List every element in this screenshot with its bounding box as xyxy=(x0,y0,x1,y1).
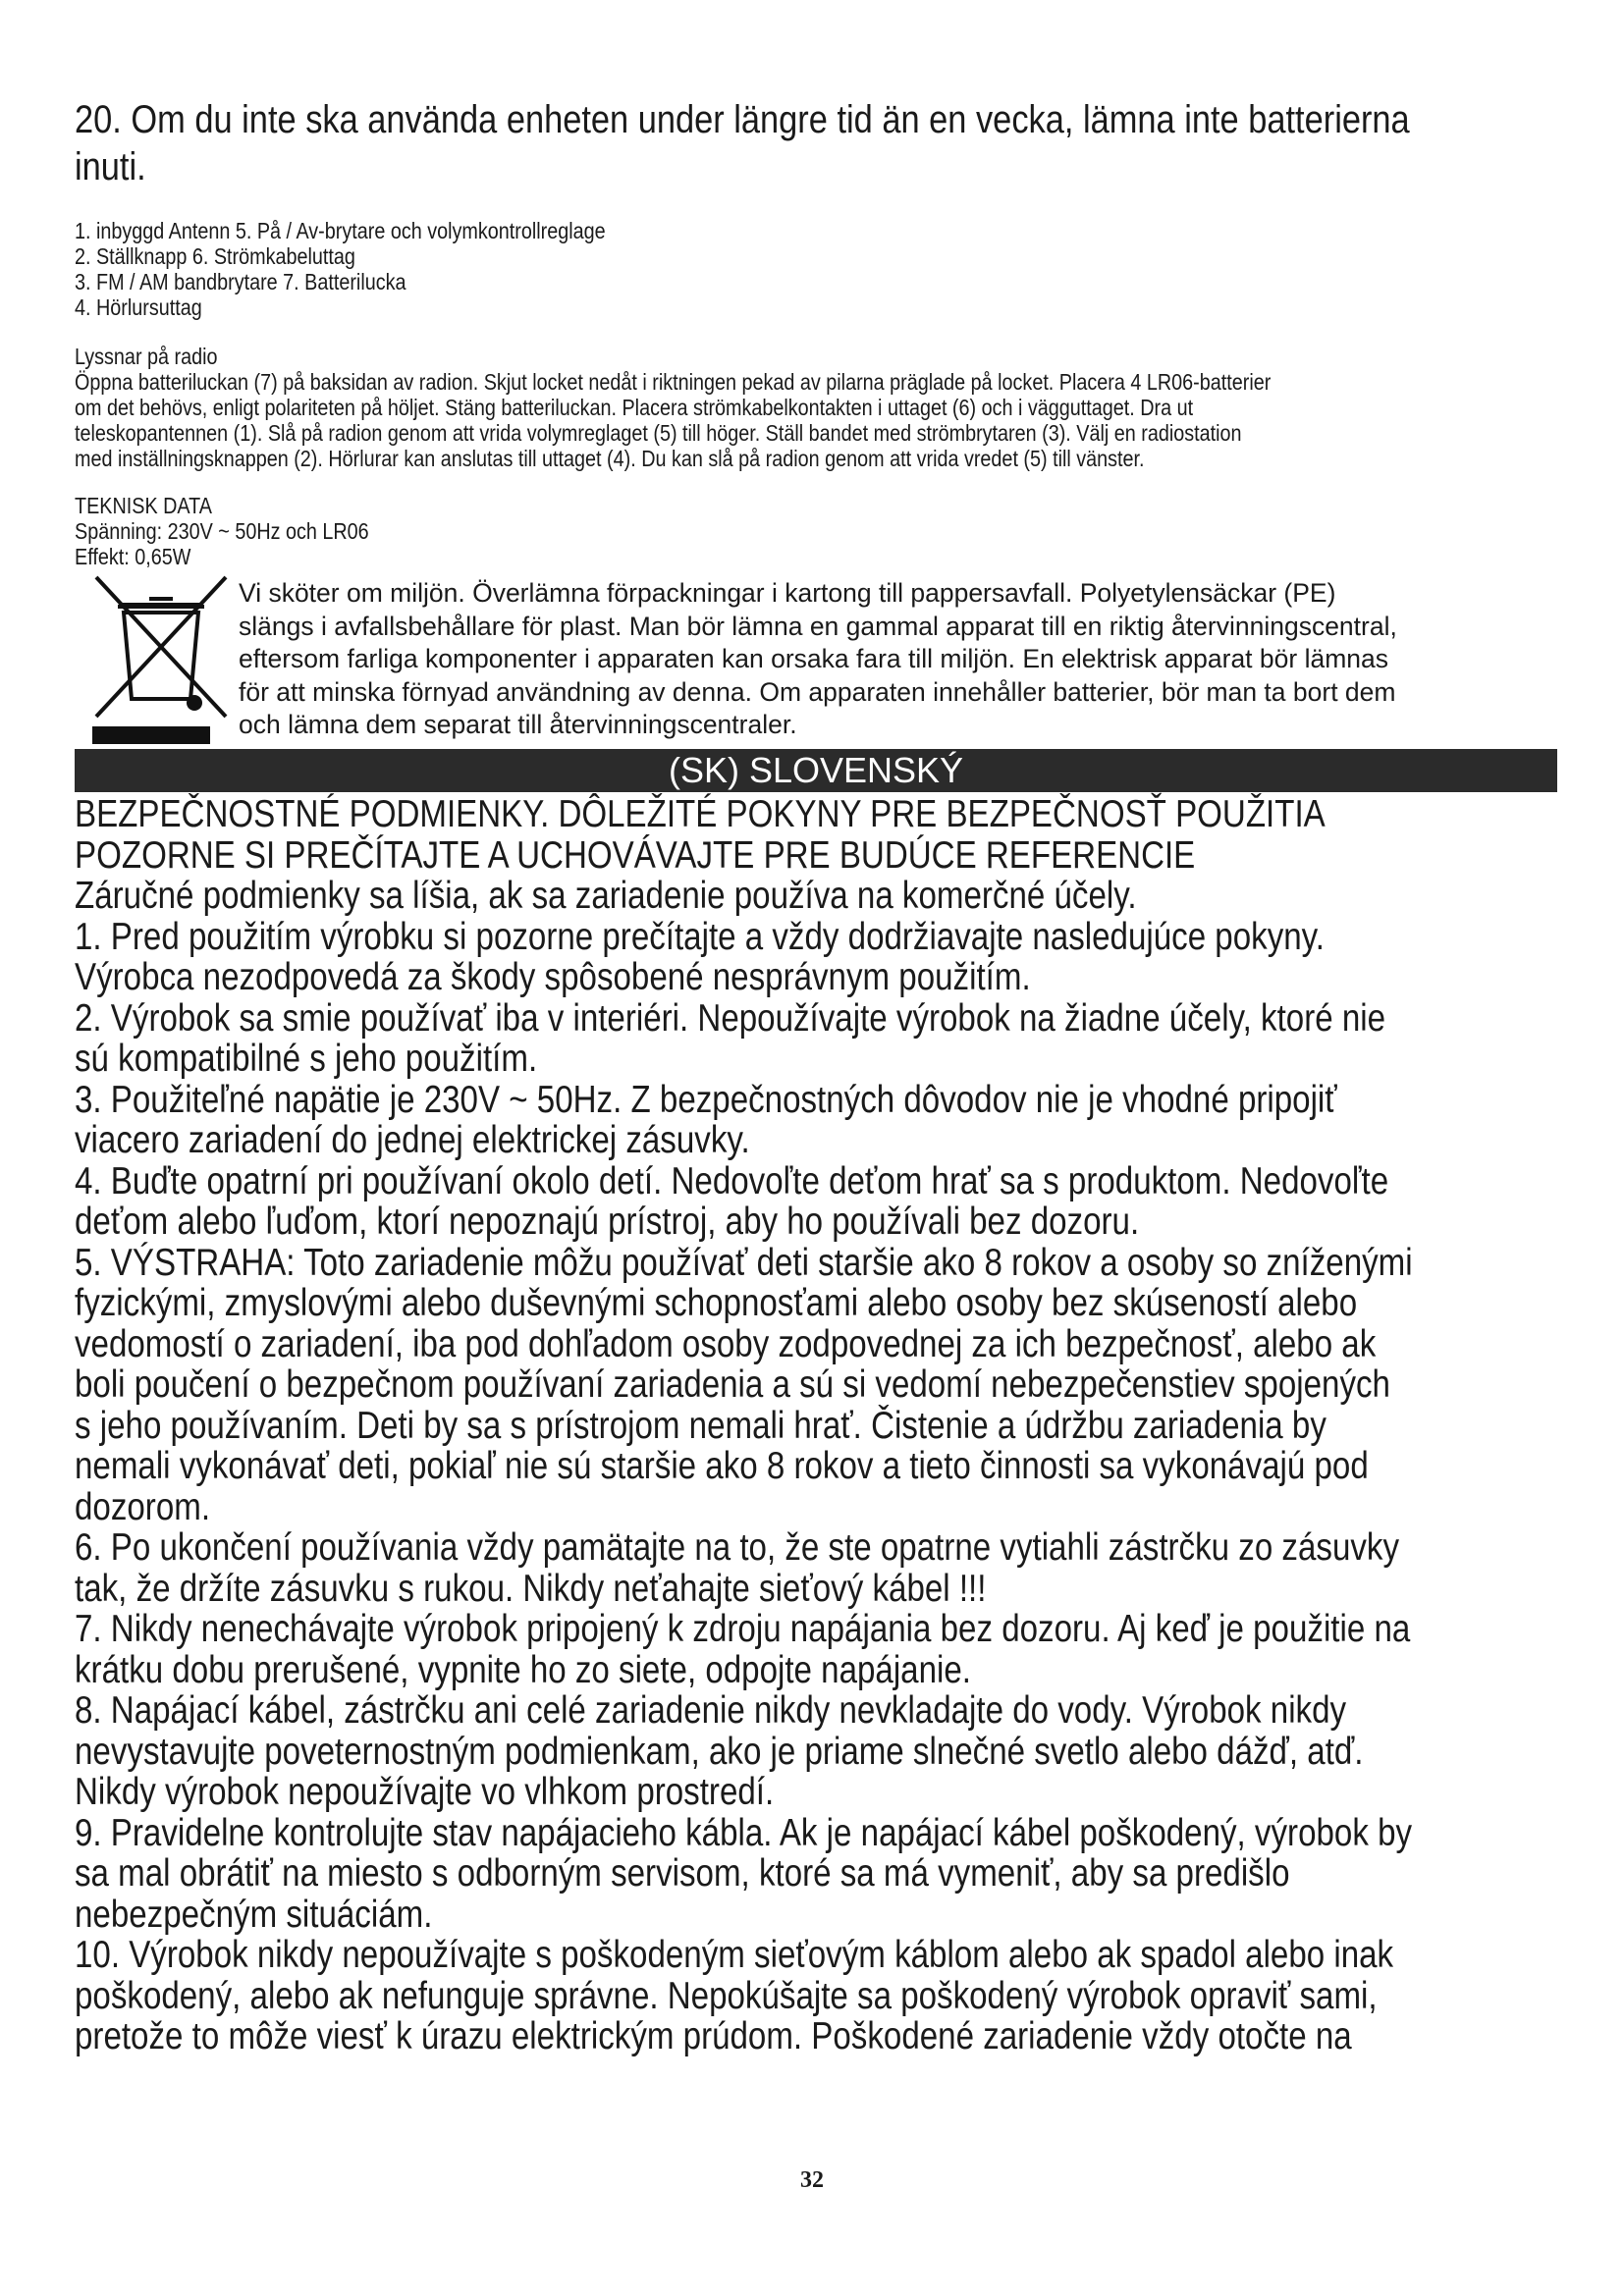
sk-body-line: Záručné podmienky sa líšia, ak sa zariadenie používa na komerčné účely. xyxy=(75,875,1137,917)
language-section-banner xyxy=(75,749,1557,792)
sk-body-line: 9. Pravidelne kontrolujte stav napájacieho kábla. Ak je napájací kábel poškodený, výrobok by xyxy=(75,1811,1413,1854)
tech-data-power: Effekt: 0,65W xyxy=(75,544,191,569)
weee-text xyxy=(239,577,1554,742)
radio-heading: Lyssnar på radio xyxy=(75,344,218,369)
tech-data-heading: TEKNISK DATA xyxy=(75,493,212,518)
sk-body-line: vedomostí o zariadení, iba pod dohľadom osoby zodpovednej za ich bezpečnosť, alebo ak xyxy=(75,1322,1377,1365)
sk-safety-instructions xyxy=(75,876,1557,2057)
sk-body-line: Nikdy výrobok nepoužívajte vo vlhkom prostredí. xyxy=(75,1771,775,1813)
sk-body-line: krátku dobu prerušené, vypnite ho zo siete, odpojte napájanie. xyxy=(75,1648,971,1691)
sk-body-line: dozorom. xyxy=(75,1485,211,1528)
sk-heading-line: BEZPEČNOSTNÉ PODMIENKY. DÔLEŽITÉ POKYNY PRE BEZPEČNOSŤ POUŽITIA xyxy=(75,793,1326,835)
technical-data xyxy=(75,493,1557,569)
weee-text-line: och lämna dem separat till återvinningscentraler. xyxy=(239,710,797,739)
sk-body-line: sa mal obrátiť na miesto s odborným servisom, ktoré sa má vymeniť, aby sa predišlo xyxy=(75,1852,1290,1895)
weee-disposal-notice xyxy=(75,573,1557,746)
parts-list xyxy=(75,218,1557,320)
sk-body-line: 3. Použiteľné napätie je 230V ~ 50Hz. Z bezpečnostných dôvodov nie je vhodné pripojiť xyxy=(75,1078,1337,1121)
sk-body-line: 5. VÝSTRAHA: Toto zariadenie môžu používať deti staršie ako 8 rokov a osoby so zníženými xyxy=(75,1241,1413,1284)
manual-page xyxy=(75,96,1557,2057)
parts-list-item: 2. Ställknapp 6. Strömkabeluttag xyxy=(75,243,355,269)
sk-body-line: deťom alebo ľuďom, ktorí nepoznajú prístroj, aby ho používali bez dozoru. xyxy=(75,1201,1140,1243)
radio-text-line: med inställningsknappen (2). Hörlurar kan anslutas till uttaget (4). Du kan slå på radion genom att vrida vredet (5) till vänster. xyxy=(75,446,1145,471)
sk-heading-line: POZORNE SI PREČÍTAJTE A UCHOVÁVAJTE PRE BUDÚCE REFERENCIE xyxy=(75,833,1196,877)
sk-body-line: 4. Buďte opatrní pri používaní okolo detí. Nedovoľte deťom hrať sa s produktom. Nedovoľte xyxy=(75,1159,1389,1202)
parts-list-item: 4. Hörlursuttag xyxy=(75,294,202,320)
weee-text-line: för att minska förnyad användning av denna. Om apparaten innehåller batterier, bör man ta bort dem xyxy=(239,676,1396,707)
sk-body-line: nevystavujte poveternostným podmienkam, ako je priame slnečné svetlo alebo dážď, atď. xyxy=(75,1730,1364,1773)
parts-list-item: 1. inbyggd Antenn 5. På / Av-brytare och volymkontrollreglage xyxy=(75,218,606,243)
sk-body-line: tak, že držíte zásuvku s rukou. Nikdy neťahajte sieťový kábel !!! xyxy=(75,1567,987,1610)
intro-paragraph xyxy=(75,96,1557,190)
sk-body-line: 6. Po ukončení používania vždy pamätajte na to, že ste opatrne vytiahli zástrčku zo zásuvky xyxy=(75,1526,1400,1569)
sk-body-line: viacero zariadení do jednej elektrickej zásuvky. xyxy=(75,1119,750,1161)
sk-body-line: 7. Nikdy nenechávajte výrobok pripojený k zdroju napájania bez dozoru. Aj keď je použitie na xyxy=(75,1608,1411,1650)
radio-text-line: om det behövs, enligt polariteten på höljet. Stäng batteriluckan. Placera strömkabelkontakten i uttaget (6) och i vägguttaget. Dra ut xyxy=(75,395,1194,420)
sk-body-line: fyzickými, zmyslovými alebo duševnými schopnosťami alebo osoby bez skúseností alebo xyxy=(75,1282,1358,1324)
sk-body-line: 2. Výrobok sa smie používať iba v interiéri. Nepoužívajte výrobok na žiadne účely, ktoré nie xyxy=(75,996,1386,1040)
sk-body-line: 1. Pred použitím výrobku si pozorne prečítajte a vždy dodržiavajte nasledujúce pokyny. xyxy=(75,915,1325,958)
parts-list-item: 3. FM / AM bandbrytare 7. Batterilucka xyxy=(75,269,406,294)
intro-line: inuti. xyxy=(75,145,146,188)
weee-text-line: Vi sköter om miljön. Överlämna förpackningar i kartong till pappersavfall. Polyetylensäckar (PE) xyxy=(239,578,1336,608)
sk-body-line: nebezpečným situáciám. xyxy=(75,1893,433,1936)
sk-body-line: nemali vykonávať deti, pokiaľ nie sú staršie ako 8 rokov a tieto činnosti sa vykonávajú pod xyxy=(75,1445,1369,1487)
weee-black-bar xyxy=(92,726,210,744)
sk-body-line: boli poučení o bezpečnom používaní zariadenia a sú si vedomí nebezpečenstiev spojených xyxy=(75,1363,1390,1406)
sk-body-line: sú kompatibilné s jeho použitím. xyxy=(75,1038,538,1080)
page-number: 32 xyxy=(800,2167,824,2193)
radio-text-line: teleskopantennen (1). Slå på radion genom att vrida volymreglaget (5) till höger. Ställ bandet med strömbrytaren (3). Välj en radiostation xyxy=(75,420,1242,446)
radio-text-line: Öppna batteriluckan (7) på baksidan av radion. Skjut locket nedåt i riktningen pekad av pilarna präglade på locket. Placera 4 LR06-batterier xyxy=(75,369,1272,395)
intro-line: 20. Om du inte ska använda enheten under längre tid än en vecka, lämna inte batterierna xyxy=(75,98,1410,141)
language-section-title: (SK) SLOVENSKÝ xyxy=(668,750,964,790)
tech-data-voltage: Spänning: 230V ~ 50Hz och LR06 xyxy=(75,518,369,544)
crossed-out-wheelie-bin-icon xyxy=(92,573,230,721)
sk-body-line: poškodený, alebo ak nefunguje správne. Nepokúšajte sa poškodený výrobok opraviť sami, xyxy=(75,1974,1378,2017)
sk-body-line: 10. Výrobok nikdy nepoužívajte s poškodeným sieťovým káblom alebo ak spadol alebo inak xyxy=(75,1934,1394,1976)
sk-body-line: pretože to môže viesť k úrazu elektrickým prúdom. Poškodené zariadenie vždy otočte na xyxy=(75,2015,1352,2057)
sk-body-line: 8. Napájací kábel, zástrčku ani celé zariadenie nikdy nevkladajte do vody. Výrobok nikdy xyxy=(75,1689,1347,1732)
weee-text-line: slängs i avfallsbehållare för plast. Man bör lämna en gammal apparat till en riktig återvinningscentral, xyxy=(239,611,1397,641)
radio-instructions xyxy=(75,344,1557,471)
sk-body-line: s jeho používaním. Deti by sa s prístrojom nemali hrať. Čistenie a údržbu zariadenia by xyxy=(75,1404,1326,1447)
sk-safety-heading xyxy=(75,794,1557,876)
sk-body-line: Výrobca nezodpovedá za škody spôsobené nesprávnym použitím. xyxy=(75,956,1031,998)
weee-text-line: eftersom farliga komponenter i apparaten kan orsaka fara till miljön. En elektrisk apparat bör lämnas xyxy=(239,644,1388,673)
